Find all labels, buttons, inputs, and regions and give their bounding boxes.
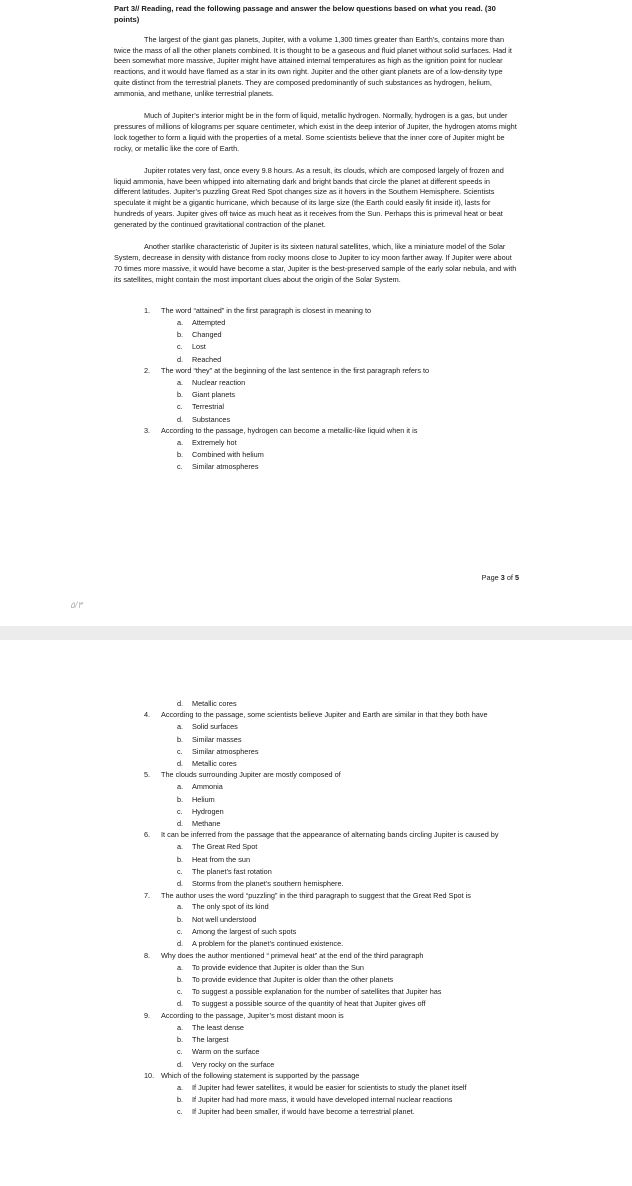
carried-over-options — [114, 698, 518, 710]
answer-option — [114, 1046, 518, 1058]
question-number: 5. — [144, 770, 151, 780]
option-letter: d. — [177, 699, 184, 708]
option-text: Helium — [192, 794, 215, 804]
option-text: The least dense — [192, 1022, 244, 1032]
question-list-page-3 — [114, 306, 518, 474]
option-text: Similar masses — [192, 734, 242, 744]
option-text: Metallic cores — [192, 759, 237, 769]
option-text: Hydrogen — [192, 806, 224, 816]
answer-options — [114, 1022, 518, 1071]
answer-option — [114, 329, 518, 341]
question-item — [114, 891, 518, 951]
option-letter: c. — [177, 866, 183, 876]
question-item — [114, 830, 518, 890]
question-item — [114, 306, 518, 366]
option-letter: b. — [177, 854, 184, 864]
question-item — [114, 1071, 518, 1119]
option-letter: a. — [177, 722, 184, 732]
option-letter: b. — [177, 329, 184, 339]
option-text: Extremely hot — [192, 437, 237, 447]
answer-options — [114, 377, 518, 426]
question-number: 6. — [144, 830, 151, 840]
answer-option — [114, 854, 518, 866]
answer-option — [114, 806, 518, 818]
option-letter: a. — [177, 962, 184, 972]
question-text: According to the passage, Jupiter’s most distant moon is — [161, 1010, 344, 1020]
option-text: To provide evidence that Jupiter is older than the Sun — [192, 962, 364, 972]
answer-option — [114, 1022, 518, 1034]
option-letter: c. — [177, 462, 183, 472]
option-text: The largest — [192, 1034, 229, 1044]
answer-option — [114, 841, 518, 853]
option-letter: c. — [177, 987, 183, 997]
option-text: The planet’s fast rotation — [192, 866, 272, 876]
question-number: 10. — [144, 1070, 155, 1080]
answer-options — [114, 1082, 518, 1119]
answer-option — [114, 449, 518, 461]
option-text: Metallic cores — [192, 699, 237, 708]
question-number: 7. — [144, 890, 151, 900]
answer-option — [114, 698, 518, 710]
option-letter: a. — [177, 782, 184, 792]
option-text: Substances — [192, 414, 231, 424]
answer-options — [114, 317, 518, 366]
option-letter: c. — [177, 1107, 183, 1117]
option-text: Nuclear reaction — [192, 377, 246, 387]
page-number-prefix: Page — [481, 573, 501, 582]
option-letter: a. — [177, 437, 184, 447]
option-text: Methane — [192, 819, 221, 829]
answer-option — [114, 354, 518, 366]
question-number: 4. — [144, 710, 151, 720]
option-letter: d. — [177, 939, 184, 949]
question-number: 8. — [144, 950, 151, 960]
option-text: To suggest a possible source of the quantity of heat that Jupiter gives off — [192, 999, 426, 1009]
answer-option — [114, 901, 518, 913]
question-text: The word “attained” in the first paragraph is closest in meaning to — [161, 305, 372, 315]
answer-option — [114, 878, 518, 890]
question-number: 2. — [144, 365, 151, 375]
answer-option — [114, 317, 518, 329]
option-letter: d. — [177, 999, 184, 1009]
question-text: Why does the author mentioned “ primeval heat” at the end of the third paragraph — [161, 950, 424, 960]
handwritten-score-mark: ٥/٣ — [70, 600, 83, 610]
answer-options — [114, 437, 518, 474]
answer-options — [114, 962, 518, 1011]
page-separator — [0, 626, 632, 640]
option-text: Giant planets — [192, 390, 235, 400]
option-text: The Great Red Spot — [192, 842, 258, 852]
option-text: Very rocky on the surface — [192, 1059, 275, 1069]
passage-paragraph-4: Another starlike characteristic of Jupiter is its sixteen natural satellites, which, like a miniature model of the Solar System, decrease in density with distance from rocky moons close to Jupiter to icy moon farther away. If Jupiter were about 70 times more massive, it would have become a star, Jupiter is the best-preserved sample of the early solar nebula, and with its satellites, might contain the most important clues about the origin of the Solar System. — [114, 242, 517, 284]
page-number-current: 3 — [500, 573, 505, 582]
option-text: Attempted — [192, 317, 226, 327]
answer-option — [114, 998, 518, 1010]
option-letter: b. — [177, 974, 184, 984]
answer-option — [114, 926, 518, 938]
answer-option — [114, 461, 518, 473]
question-item — [114, 710, 518, 770]
page-number-total: 5 — [514, 573, 519, 582]
part-title: Part 3// Reading, read the following passage and answer the below questions based on what you read. (30 points) — [114, 4, 496, 24]
passage-paragraph-3: Jupiter rotates very fast, once every 9.8 hours. As a result, its clouds, which are composed largely of frozen and liquid ammonia, have been whipped into alternating dark and bright bands that circle the planet at different speeds in different latitudes. Jupiter’s puzzling Great Red Spot changes size as it hovers in the Southern Hemisphere. Scientists speculate it might be a gigantic hurricane, which because of its large size (the Earth could easily fit inside it), lasts for hundreds of years. Jupiter gives off twice as much heat as it receives from the Sun. Perhaps this is primeval heat or beat generated by the continued gravitational contraction of the planet. — [114, 165, 504, 230]
answer-options — [114, 901, 518, 950]
option-letter: a. — [177, 377, 184, 387]
question-number: 3. — [144, 425, 151, 435]
option-text: Ammonia — [192, 782, 223, 792]
option-letter: c. — [177, 927, 183, 937]
answer-option — [114, 914, 518, 926]
answer-option — [114, 734, 518, 746]
option-text: A problem for the planet’s continued existence. — [192, 939, 344, 949]
option-letter: b. — [177, 450, 184, 460]
answer-option — [114, 437, 518, 449]
option-text: If Jupiter had had more mass, it would have developed internal nuclear reactions — [192, 1095, 453, 1105]
option-text: If Jupiter had fewer satellites, it would be easier for scientists to study the planet itself — [192, 1082, 467, 1092]
page-number — [482, 573, 519, 582]
answer-option — [114, 1059, 518, 1071]
question-text: The author uses the word “puzzling” in the third paragraph to suggest that the Great Red Spot is — [161, 890, 471, 900]
answer-option — [114, 758, 518, 770]
option-text: Lost — [192, 342, 206, 352]
option-text: Solid surfaces — [192, 722, 238, 732]
question-list-page-4 — [114, 710, 518, 1118]
answer-option — [114, 341, 518, 353]
option-text: Reached — [192, 354, 222, 364]
answer-option — [114, 986, 518, 998]
option-letter: a. — [177, 1082, 184, 1092]
question-item — [114, 366, 518, 426]
option-letter: c. — [177, 342, 183, 352]
option-text: Changed — [192, 329, 222, 339]
option-text: The only spot of its kind — [192, 902, 269, 912]
option-letter: b. — [177, 914, 184, 924]
option-text: Terrestrial — [192, 402, 225, 412]
answer-options — [114, 781, 518, 830]
answer-option — [114, 1094, 518, 1106]
option-letter: d. — [177, 819, 184, 829]
answer-option — [114, 389, 518, 401]
option-text: Similar atmospheres — [192, 462, 259, 472]
answer-option — [114, 962, 518, 974]
option-letter: a. — [177, 902, 184, 912]
option-letter: b. — [177, 390, 184, 400]
answer-option — [114, 818, 518, 830]
option-text: Among the largest of such spots — [192, 927, 297, 937]
question-item — [114, 770, 518, 830]
answer-option — [114, 938, 518, 950]
question-number: 9. — [144, 1010, 151, 1020]
option-letter: a. — [177, 1022, 184, 1032]
option-text: To provide evidence that Jupiter is older than the other planets — [192, 974, 394, 984]
question-text: Which of the following statement is supported by the passage — [161, 1070, 360, 1080]
question-text: According to the passage, hydrogen can become a metallic-like liquid when it is — [161, 425, 418, 435]
answer-option — [114, 414, 518, 426]
option-letter: b. — [177, 734, 184, 744]
answer-option — [114, 721, 518, 733]
answer-option — [114, 794, 518, 806]
page-number-separator: of — [504, 573, 515, 582]
answer-option — [114, 377, 518, 389]
answer-options — [114, 721, 518, 770]
option-text: Heat from the sun — [192, 854, 250, 864]
option-letter: b. — [177, 794, 184, 804]
page-4-content — [114, 698, 518, 1119]
option-letter: b. — [177, 1034, 184, 1044]
page-3-content — [114, 4, 518, 474]
option-text: Warm on the surface — [192, 1047, 260, 1057]
answer-option — [114, 866, 518, 878]
option-letter: c. — [177, 806, 183, 816]
option-letter: d. — [177, 354, 184, 364]
option-letter: d. — [177, 759, 184, 769]
answer-option — [114, 1082, 518, 1094]
option-text: If Jupiter had been smaller, if would have become a terrestrial planet. — [192, 1107, 415, 1117]
option-letter: c. — [177, 402, 183, 412]
question-text: It can be inferred from the passage that the appearance of alternating bands circling Jupiter is caused by — [161, 830, 499, 840]
answer-option — [114, 1034, 518, 1046]
passage-paragraph-1: The largest of the giant gas planets, Jupiter, with a volume 1,300 times greater than Earth’s, contains more than twice the mass of all the other planets combined. It is thought to be a gaseous and fluid planet without solid surfaces. Had it been somewhat more massive, Jupiter might have attained internal temperatures as high as the ignition point for nuclear reactions, and it would have flamed as a star in its own right. Jupiter and the other giant planets are of a low-density type quite distinct from the terrestrial planets. They are composed predominantly of such substances as hydrogen, helium, ammonia, and methane, unlike terrestrial planets. — [114, 34, 512, 99]
question-text: According to the passage, some scientists believe Jupiter and Earth are similar in that they both have — [161, 710, 488, 720]
answer-options — [114, 841, 518, 890]
question-item — [114, 1011, 518, 1071]
option-text: Similar atmospheres — [192, 746, 259, 756]
option-letter: c. — [177, 746, 183, 756]
question-number: 1. — [144, 305, 151, 315]
option-letter: a. — [177, 317, 184, 327]
option-letter: d. — [177, 1059, 184, 1069]
answer-option — [114, 974, 518, 986]
option-letter: d. — [177, 879, 184, 889]
option-letter: b. — [177, 1095, 184, 1105]
answer-option — [114, 1106, 518, 1118]
question-item — [114, 426, 518, 474]
passage-paragraph-2: Much of Jupiter’s interior might be in the form of liquid, metallic hydrogen. Normally, hydrogen is a gas, but under pressures of millions of kilograms per square centimeter, which exist in the deep interior of Jupiter, the hydrogen atoms might lock together to form a liquid with the properties of a metal. Some scientists believe that the inner core of Jupiter might be rocky, or metallic like the core of Earth. — [114, 111, 517, 153]
question-text: The clouds surrounding Jupiter are mostly composed of — [161, 770, 341, 780]
answer-option — [114, 401, 518, 413]
option-text: To suggest a possible explanation for the number of satellites that Jupiter has — [192, 987, 442, 997]
option-text: Storms from the planet’s southern hemisphere. — [192, 879, 344, 889]
option-text: Combined with helium — [192, 450, 264, 460]
document-page-4 — [0, 640, 632, 1186]
option-text: Not well understood — [192, 914, 257, 924]
question-item — [114, 951, 518, 1011]
option-letter: c. — [177, 1047, 183, 1057]
question-text: The word “they” at the beginning of the last sentence in the first paragraph refers to — [161, 365, 430, 375]
option-letter: a. — [177, 842, 184, 852]
answer-option — [114, 781, 518, 793]
answer-option — [114, 746, 518, 758]
option-letter: d. — [177, 414, 184, 424]
